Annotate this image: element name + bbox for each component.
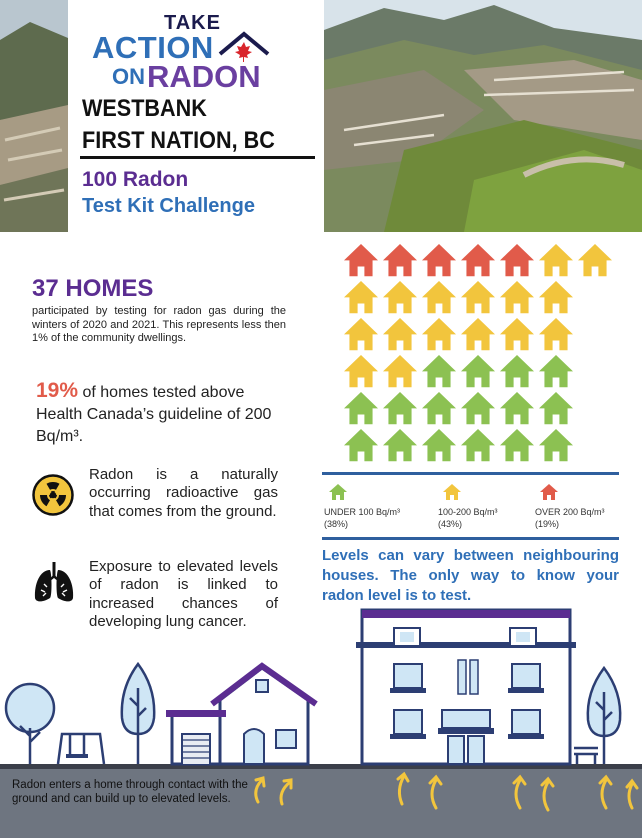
green-house-mark [383, 392, 417, 424]
green-house-mark [539, 392, 573, 424]
yellow-house-icon [442, 482, 462, 502]
page-title-line1: WESTBANK [82, 95, 207, 122]
apartment-building [356, 610, 576, 764]
page-title-line2: FIRST NATION, BC [82, 127, 275, 154]
green-house-mark [383, 429, 417, 461]
green-house-mark [422, 355, 456, 387]
swing-set [58, 734, 104, 764]
green-house-mark [539, 355, 573, 387]
legend-bottom-rule [322, 537, 619, 540]
logo-action-text: ACTION [92, 30, 214, 65]
yellow-house-mark [344, 355, 378, 387]
landscape-photo-right [324, 0, 642, 232]
legend-100-200-label: 100-200 Bq/m³ [438, 507, 498, 517]
pine-tree [122, 664, 154, 764]
green-house-mark [500, 429, 534, 461]
green-house-mark [422, 429, 456, 461]
red-house-mark [461, 244, 495, 276]
homes-headline: 37 HOMES [32, 275, 154, 302]
legend-under-100-share: (38%) [324, 519, 349, 529]
legend-over-200-share: (19%) [535, 519, 560, 529]
yellow-house-mark [500, 318, 534, 350]
levels-statement: Levels can vary between neighbouring houses. The only way to know your radon level is to test. [322, 547, 619, 604]
yellow-house-mark [383, 281, 417, 313]
yellow-house-mark [383, 318, 417, 350]
bench [574, 748, 598, 764]
green-house-mark [500, 355, 534, 387]
subtitle-line1: 100 Radon [82, 168, 189, 191]
green-house-mark [461, 429, 495, 461]
yellow-house-mark [539, 244, 573, 276]
tree-right [588, 668, 620, 764]
yellow-house-mark [344, 318, 378, 350]
yellow-house-mark [539, 318, 573, 350]
legend-over-200 [535, 506, 605, 530]
green-house-mark [344, 429, 378, 461]
yellow-house-mark [539, 281, 573, 313]
percent-value: 19% [36, 379, 79, 402]
subtitle-line2: Test Kit Challenge [82, 195, 255, 217]
logo-on-text: ON [112, 64, 145, 89]
red-house-mark [422, 244, 456, 276]
lungs-icon [32, 560, 76, 604]
take-action-on-radon-logo [92, 12, 282, 92]
yellow-house-mark [500, 281, 534, 313]
legend-100-200 [438, 506, 498, 530]
title-divider [80, 156, 315, 159]
fact-lung-cancer: Exposure to elevated levels of radon is linked to increased chances of developing lung cancer. [89, 558, 278, 630]
landscape-photo-left [0, 0, 68, 232]
tree-left [6, 684, 54, 764]
yellow-house-mark [422, 281, 456, 313]
green-house-mark [422, 392, 456, 424]
yellow-house-mark [578, 244, 612, 276]
green-house-mark [500, 392, 534, 424]
legend-under-100-label: UNDER 100 Bq/m³ [324, 507, 401, 517]
green-house-mark [344, 392, 378, 424]
logo-radon-text: RADON [147, 59, 261, 94]
yellow-house-mark [383, 355, 417, 387]
green-house-mark [461, 392, 495, 424]
yellow-house-mark [461, 281, 495, 313]
legend-over-200-label: OVER 200 Bq/m³ [535, 507, 605, 517]
legend-under-100 [324, 506, 400, 530]
green-house-mark [461, 355, 495, 387]
small-house [166, 666, 316, 764]
green-house-mark [539, 429, 573, 461]
fact-radon-gas: Radon is a naturally occurring radioactive gas that comes from the ground. [89, 466, 278, 520]
house-grid-chart [340, 242, 620, 467]
logo-take-text: TAKE [164, 12, 221, 34]
red-house-mark [383, 244, 417, 276]
percent-statement [36, 380, 286, 448]
bottom-caption: Radon enters a home through contact with the ground and can build up to elevated levels. [12, 779, 248, 805]
legend-top-rule [322, 472, 619, 475]
red-house-mark [344, 244, 378, 276]
red-house-icon [539, 482, 559, 502]
yellow-house-mark [344, 281, 378, 313]
yellow-house-mark [461, 318, 495, 350]
homes-description: participated by testing for radon gas during the winters of 2020 and 2021. This represents less then 1% of the community dwellings. [32, 305, 286, 345]
legend-100-200-share: (43%) [438, 519, 463, 529]
green-house-icon [328, 482, 348, 502]
red-house-mark [500, 244, 534, 276]
yellow-house-mark [422, 318, 456, 350]
percent-text: of homes tested above Health Canada’s guideline of 200 Bq/m³. [36, 384, 272, 445]
radiation-icon [32, 474, 74, 516]
